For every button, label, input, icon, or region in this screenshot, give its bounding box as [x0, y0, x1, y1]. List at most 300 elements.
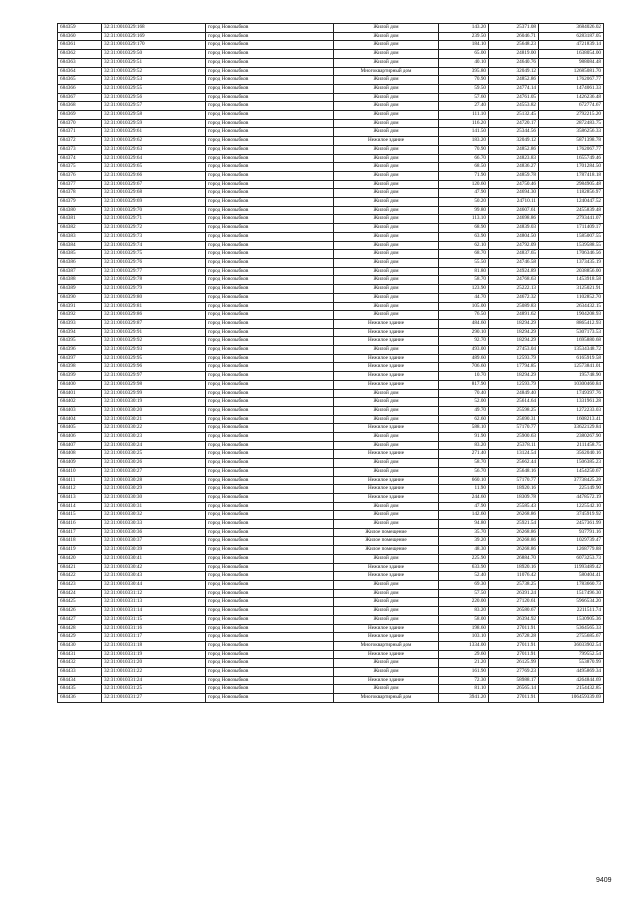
cell-row-id: 684414 [58, 502, 102, 511]
cell-cadastral-number: 32:31:0010329:58 [102, 111, 206, 120]
cell-object-type: Жилой дом [334, 685, 439, 694]
cell-object-type: Нежилое здание [334, 485, 439, 494]
table-row [58, 319, 604, 328]
cell-cadastral-value: 937791.16 [539, 528, 604, 537]
cell-unit-value: 18920.16 [489, 485, 539, 494]
cell-cadastral-value: 1749397.76 [539, 389, 604, 398]
table-row [58, 528, 604, 537]
cell-row-id: 684366 [58, 84, 102, 93]
cell-area: 239.50 [439, 32, 489, 41]
cell-unit-value: 24852.86 [489, 76, 539, 85]
cell-locality: город Новозыбков [206, 467, 334, 476]
table-row [58, 694, 604, 703]
cell-area: 57.60 [439, 93, 489, 102]
cell-locality: город Новозыбков [206, 128, 334, 137]
cell-cadastral-number: 32:31:0010329:74 [102, 241, 206, 250]
cell-unit-value: 24859.78 [489, 171, 539, 180]
cell-unit-value: 26268.86 [489, 528, 539, 537]
table-row [58, 459, 604, 468]
table-row [58, 189, 604, 198]
cell-area: 70.40 [439, 389, 489, 398]
cell-area: 49.70 [439, 406, 489, 415]
cell-object-type: Нежилое здание [334, 676, 439, 685]
cell-area: 120.60 [439, 180, 489, 189]
cell-row-id: 684380 [58, 206, 102, 215]
table-row [58, 154, 604, 163]
cell-cadastral-number: 32:31:0010329:72 [102, 224, 206, 233]
cell-cadastral-value: 1904208.93 [539, 311, 604, 320]
cell-area: 62.10 [439, 241, 489, 250]
cell-row-id: 684359 [58, 24, 102, 33]
table-row [58, 41, 604, 50]
cell-cadastral-number: 32:31:0010331:14 [102, 607, 206, 616]
cell-cadastral-number: 32:31:0010330:29 [102, 485, 206, 494]
cell-locality: город Новозыбков [206, 607, 334, 616]
cell-object-type: Жилой дом [334, 24, 439, 33]
table-row [58, 520, 604, 529]
cell-area: 11.90 [439, 485, 489, 494]
cell-area: 55.50 [439, 258, 489, 267]
cell-unit-value: 26268.86 [489, 511, 539, 520]
cell-row-id: 684429 [58, 633, 102, 642]
cell-unit-value: 24746.58 [489, 258, 539, 267]
cell-row-id: 684400 [58, 380, 102, 389]
cell-locality: город Новозыбков [206, 24, 334, 33]
cell-area: 184.10 [439, 41, 489, 50]
cell-cadastral-value: 13534348.72 [539, 346, 604, 355]
cell-object-type: Нежилое здание [334, 650, 439, 659]
cell-unit-value: 24819.00 [489, 50, 539, 59]
cell-cadastral-number: 32:31:0010329:96 [102, 363, 206, 372]
table-row [58, 84, 604, 93]
cell-row-id: 684364 [58, 67, 102, 76]
table-row [58, 58, 604, 67]
cell-unit-value: 25222.13 [489, 285, 539, 294]
cell-locality: город Новозыбков [206, 528, 334, 537]
cell-unit-value: 32049.12 [489, 137, 539, 146]
cell-locality: город Новозыбков [206, 267, 334, 276]
cell-unit-value: 11076.42 [489, 572, 539, 581]
cell-unit-value: 17794.85 [489, 363, 539, 372]
cell-unit-value: 24720.17 [489, 119, 539, 128]
cell-object-type: Жилой дом [334, 615, 439, 624]
cell-row-id: 684421 [58, 563, 102, 572]
cell-locality: город Новозыбков [206, 76, 334, 85]
cell-locality: город Новозыбков [206, 685, 334, 694]
cell-unit-value: 24823.83 [489, 154, 539, 163]
cell-unit-value: 12593.79 [489, 380, 539, 389]
cell-cadastral-value: 3125021.91 [539, 285, 604, 294]
cell-cadastral-value: 3745919.92 [539, 511, 604, 520]
cell-locality: город Новозыбков [206, 459, 334, 468]
cell-locality: город Новозыбков [206, 215, 334, 224]
cell-cadastral-number: 32:31:0010331:19 [102, 650, 206, 659]
cell-locality: город Новозыбков [206, 258, 334, 267]
table-row [58, 502, 604, 511]
cell-row-id: 684404 [58, 415, 102, 424]
cell-unit-value: 24839.03 [489, 224, 539, 233]
cell-row-id: 684412 [58, 485, 102, 494]
cell-locality: город Новозыбков [206, 319, 334, 328]
cell-area: 113.10 [439, 215, 489, 224]
cell-cadastral-number: 32:31:0010329:92 [102, 337, 206, 346]
cell-cadastral-value: 1655749.46 [539, 154, 604, 163]
cell-cadastral-value: 1331961.28 [539, 398, 604, 407]
cell-cadastral-number: 32:31:0010329:65 [102, 163, 206, 172]
cell-unit-value: 24750.46 [489, 180, 539, 189]
cell-object-type: Жилой дом [334, 189, 439, 198]
table-row [58, 119, 604, 128]
cell-unit-value: 57170.77 [489, 476, 539, 485]
cell-cadastral-number: 32:31:0010330:27 [102, 467, 206, 476]
table-row [58, 267, 604, 276]
cell-locality: город Новозыбков [206, 380, 334, 389]
cell-unit-value: 24640.76 [489, 58, 539, 67]
cell-object-type: Жилой дом [334, 554, 439, 563]
cell-cadastral-number: 32:31:0010331:16 [102, 624, 206, 633]
cell-area: 706.60 [439, 363, 489, 372]
cell-row-id: 684422 [58, 572, 102, 581]
cell-row-id: 684433 [58, 668, 102, 677]
cell-cadastral-value: 1517496.30 [539, 589, 604, 598]
table-row [58, 311, 604, 320]
cell-unit-value: 24792.09 [489, 241, 539, 250]
cell-cadastral-number: 32:31:0010331:18 [102, 641, 206, 650]
cell-cadastral-value: 2792215.20 [539, 111, 604, 120]
cell-cadastral-number: 32:31:0010329:71 [102, 215, 206, 224]
cell-object-type: Многоквартирный дом [334, 641, 439, 650]
cell-locality: город Новозыбков [206, 493, 334, 502]
cell-area: 123.90 [439, 285, 489, 294]
cell-unit-value: 18309.78 [489, 493, 539, 502]
cell-cadastral-value: 1585007.55 [539, 232, 604, 241]
cell-object-type: Нежилое здание [334, 450, 439, 459]
cell-row-id: 684373 [58, 145, 102, 154]
cell-area: 395.80 [439, 67, 489, 76]
cell-row-id: 684365 [58, 76, 102, 85]
cell-cadastral-value: 2984905.48 [539, 180, 604, 189]
cell-cadastral-number: 32:31:0010329:80 [102, 293, 206, 302]
cell-cadastral-value: 1695880.68 [539, 337, 604, 346]
cell-row-id: 684387 [58, 267, 102, 276]
table-row [58, 476, 604, 485]
cell-row-id: 684372 [58, 137, 102, 146]
cell-unit-value: 27011.91 [489, 650, 539, 659]
cell-unit-value: 18920.16 [489, 563, 539, 572]
cell-area: 271.40 [439, 450, 489, 459]
cell-locality: город Новозыбков [206, 389, 334, 398]
cell-cadastral-value: 3586256.33 [539, 128, 604, 137]
cell-row-id: 684419 [58, 546, 102, 555]
cell-area: 244.60 [439, 493, 489, 502]
cell-unit-value: 25690.31 [489, 415, 539, 424]
cell-unit-value: 27011.91 [489, 624, 539, 633]
cell-object-type: Жилой дом [334, 154, 439, 163]
cell-area: 91.90 [439, 433, 489, 442]
cell-area: 10.70 [439, 372, 489, 381]
cell-cadastral-value: 1638054.00 [539, 50, 604, 59]
cell-cadastral-value: 1426236.48 [539, 93, 604, 102]
cell-cadastral-number: 32:31:0010330:23 [102, 433, 206, 442]
cell-unit-value: 12593.79 [489, 354, 539, 363]
table-row [58, 293, 604, 302]
table-row [58, 511, 604, 520]
cell-cadastral-number: 32:31:0010331:13 [102, 598, 206, 607]
table-row [58, 554, 604, 563]
cell-cadastral-value: 106459339.69 [539, 694, 604, 703]
table-row [58, 128, 604, 137]
cell-unit-value: 24836.27 [489, 163, 539, 172]
table-row [58, 467, 604, 476]
cell-area: 83.20 [439, 441, 489, 450]
cell-object-type: Жилой дом [334, 171, 439, 180]
cell-unit-value: 24761.05 [489, 93, 539, 102]
cell-row-id: 684363 [58, 58, 102, 67]
cell-unit-value: 25648.16 [489, 467, 539, 476]
cell-area: 58.70 [439, 459, 489, 468]
cell-cadastral-value: 5871398.78 [539, 137, 604, 146]
table-row [58, 450, 604, 459]
table-row [58, 589, 604, 598]
cell-object-type: Жилой дом [334, 502, 439, 511]
table-row [58, 24, 604, 33]
cell-cadastral-number: 32:31:0010329:62 [102, 137, 206, 146]
cell-object-type: Жилой дом [334, 459, 439, 468]
table-row [58, 415, 604, 424]
cell-cadastral-value: 2154432.85 [539, 685, 604, 694]
cell-row-id: 684408 [58, 450, 102, 459]
cell-locality: город Новозыбков [206, 572, 334, 581]
cell-cadastral-number: 32:31:0010329:81 [102, 302, 206, 311]
cell-row-id: 684394 [58, 328, 102, 337]
cell-cadastral-value: 1783660.73 [539, 581, 604, 590]
cell-cadastral-value: 37738425.28 [539, 476, 604, 485]
cell-locality: город Новозыбков [206, 363, 334, 372]
cell-unit-value: 18294.29 [489, 372, 539, 381]
cell-unit-value: 25371.08 [489, 24, 539, 33]
cell-cadastral-value: 3684026.02 [539, 24, 604, 33]
cell-object-type: Жилой дом [334, 607, 439, 616]
cell-area: 3941.20 [439, 694, 489, 703]
cell-cadastral-number: 32:31:0010330:21 [102, 415, 206, 424]
cell-object-type: Жилой дом [334, 163, 439, 172]
cell-area: 62.60 [439, 415, 489, 424]
cell-unit-value: 25585.43 [489, 502, 539, 511]
cell-locality: город Новозыбков [206, 615, 334, 624]
cell-area: 111.10 [439, 111, 489, 120]
cell-row-id: 684435 [58, 685, 102, 694]
cell-unit-value: 24924.89 [489, 267, 539, 276]
cell-unit-value: 24672.32 [489, 293, 539, 302]
cell-locality: город Новозыбков [206, 302, 334, 311]
cell-area: 58.00 [439, 615, 489, 624]
cell-cadastral-number: 32:31:0010330:39 [102, 546, 206, 555]
cell-cadastral-value: 988084.48 [539, 58, 604, 67]
cell-row-id: 684374 [58, 154, 102, 163]
table-row [58, 624, 604, 633]
cell-object-type: Нежилое здание [334, 137, 439, 146]
cell-cadastral-value: 2457361.99 [539, 520, 604, 529]
cell-cadastral-value: 2038856.00 [539, 267, 604, 276]
cell-unit-value: 24774.14 [489, 84, 539, 93]
cell-cadastral-value: 195748.90 [539, 372, 604, 381]
cell-unit-value: 25598.25 [489, 406, 539, 415]
cell-object-type: Жилой дом [334, 258, 439, 267]
cell-unit-value: 26046.71 [489, 32, 539, 41]
cell-cadastral-value: 4721839.14 [539, 41, 604, 50]
cell-cadastral-value: 1182856.97 [539, 189, 604, 198]
cell-row-id: 684418 [58, 537, 102, 546]
table-row [58, 398, 604, 407]
cell-row-id: 684371 [58, 128, 102, 137]
cell-cadastral-value: 5307173.53 [539, 328, 604, 337]
cell-area: 489.60 [439, 354, 489, 363]
cell-cadastral-number: 32:31:0010329:67 [102, 180, 206, 189]
cell-area: 27.40 [439, 102, 489, 111]
cell-cadastral-number: 32:31:0010330:37 [102, 537, 206, 546]
table-row [58, 232, 604, 241]
cell-row-id: 684407 [58, 441, 102, 450]
cell-row-id: 684402 [58, 398, 102, 407]
cell-object-type: Жилой дом [334, 215, 439, 224]
cell-cadastral-value: 1454250.67 [539, 467, 604, 476]
table-row [58, 380, 604, 389]
cadastral-value-table [57, 23, 604, 703]
cell-cadastral-number: 32:31:0010329:61 [102, 128, 206, 137]
cell-area: 94.80 [439, 520, 489, 529]
table-row [58, 50, 604, 59]
cell-object-type: Жилой дом [334, 76, 439, 85]
cell-locality: город Новозыбков [206, 206, 334, 215]
cell-locality: город Новозыбков [206, 58, 334, 67]
cell-object-type: Жилой дом [334, 389, 439, 398]
cell-row-id: 684409 [58, 459, 102, 468]
cell-row-id: 684389 [58, 285, 102, 294]
cell-locality: город Новозыбков [206, 676, 334, 685]
cell-area: 70.90 [439, 145, 489, 154]
table-row [58, 137, 604, 146]
cell-cadastral-number: 32:31:0010329:93 [102, 346, 206, 355]
cell-cadastral-number: 32:31:0010330:36 [102, 528, 206, 537]
cell-locality: город Новозыбков [206, 546, 334, 555]
cell-object-type: Жилой дом [334, 293, 439, 302]
table-row [58, 372, 604, 381]
table-row [58, 276, 604, 285]
cell-object-type: Жилой дом [334, 598, 439, 607]
cell-cadastral-value: 36033902.54 [539, 641, 604, 650]
cell-cadastral-value: 2793441.07 [539, 215, 604, 224]
cell-object-type: Нежилое здание [334, 372, 439, 381]
cell-locality: город Новозыбков [206, 224, 334, 233]
cell-area: 68.90 [439, 224, 489, 233]
cell-object-type: Жилой дом [334, 398, 439, 407]
cell-unit-value: 25089.83 [489, 302, 539, 311]
cell-unit-value: 24768.63 [489, 276, 539, 285]
cell-locality: город Новозыбков [206, 563, 334, 572]
cell-area: 817.90 [439, 380, 489, 389]
cell-cadastral-value: 553870.99 [539, 659, 604, 668]
cell-area: 47.90 [439, 189, 489, 198]
cell-cadastral-number: 32:31:0010331:20 [102, 659, 206, 668]
cell-object-type: Жилой дом [334, 232, 439, 241]
cell-locality: город Новозыбков [206, 520, 334, 529]
cell-row-id: 684393 [58, 319, 102, 328]
cell-cadastral-value: 4495869.34 [539, 668, 604, 677]
table-row [58, 145, 604, 154]
table-row [58, 676, 604, 685]
cell-row-id: 684403 [58, 406, 102, 415]
table-row [58, 537, 604, 546]
cell-cadastral-number: 32:31:0010331:27 [102, 694, 206, 703]
cell-unit-value: 24553.82 [489, 102, 539, 111]
cell-cadastral-number: 32:31:0010329:73 [102, 232, 206, 241]
cell-cadastral-number: 32:31:0010329:95 [102, 354, 206, 363]
cell-row-id: 684386 [58, 258, 102, 267]
cell-unit-value: 24694.30 [489, 189, 539, 198]
cell-object-type: Жилой дом [334, 119, 439, 128]
cell-unit-value: 24852.86 [489, 145, 539, 154]
cell-unit-value: 26728.28 [489, 633, 539, 642]
cell-cadastral-value: 4478572.19 [539, 493, 604, 502]
table-row [58, 581, 604, 590]
cell-object-type: Жилой дом [334, 206, 439, 215]
cell-area: 56.70 [439, 467, 489, 476]
table-row [58, 598, 604, 607]
cell-cadastral-value: 1453918.58 [539, 276, 604, 285]
table-row [58, 424, 604, 433]
cell-locality: город Новозыбков [206, 293, 334, 302]
cell-cadastral-number: 32:31:0010331:25 [102, 685, 206, 694]
cell-cadastral-value: 1711409.17 [539, 224, 604, 233]
cell-area: 47.90 [439, 502, 489, 511]
cell-unit-value: 24849.40 [489, 389, 539, 398]
cell-cadastral-number: 32:31:0010330:44 [102, 581, 206, 590]
cell-cadastral-number: 32:31:0010329:55 [102, 84, 206, 93]
cell-locality: город Новозыбков [206, 581, 334, 590]
cell-locality: город Новозыбков [206, 189, 334, 198]
cell-cadastral-number: 32:31:0010330:33 [102, 520, 206, 529]
table-row [58, 198, 604, 207]
cell-cadastral-value: 1373435.19 [539, 258, 604, 267]
cell-cadastral-value: 2111458.75 [539, 441, 604, 450]
cell-object-type: Жилой дом [334, 250, 439, 259]
cell-area: 71.90 [439, 171, 489, 180]
cell-unit-value: 26580.67 [489, 607, 539, 616]
cell-object-type: Нежилое здание [334, 380, 439, 389]
table-row [58, 650, 604, 659]
table-row [58, 302, 604, 311]
cell-area: 68.70 [439, 250, 489, 259]
cell-locality: город Новозыбков [206, 137, 334, 146]
cell-unit-value: 27011.91 [489, 694, 539, 703]
cell-cadastral-number: 32:31:0010331:15 [102, 615, 206, 624]
cell-cadastral-value: 1225542.10 [539, 502, 604, 511]
cell-object-type: Жилой дом [334, 41, 439, 50]
cell-cadastral-number: 32:31:0010330:20 [102, 406, 206, 415]
cell-unit-value: 24710.11 [489, 198, 539, 207]
table-row [58, 250, 604, 259]
cell-object-type: Жилой дом [334, 511, 439, 520]
cell-locality: город Новозыбков [206, 354, 334, 363]
cell-cadastral-value: 1029739.47 [539, 537, 604, 546]
cell-cadastral-number: 32:31:0010329:170 [102, 41, 206, 50]
table-row [58, 546, 604, 555]
cell-cadastral-number: 32:31:0010329:169 [102, 32, 206, 41]
cell-unit-value: 25378.11 [489, 441, 539, 450]
table-row [58, 171, 604, 180]
cell-cadastral-value: 6165919.58 [539, 354, 604, 363]
cell-unit-value: 26394.92 [489, 615, 539, 624]
